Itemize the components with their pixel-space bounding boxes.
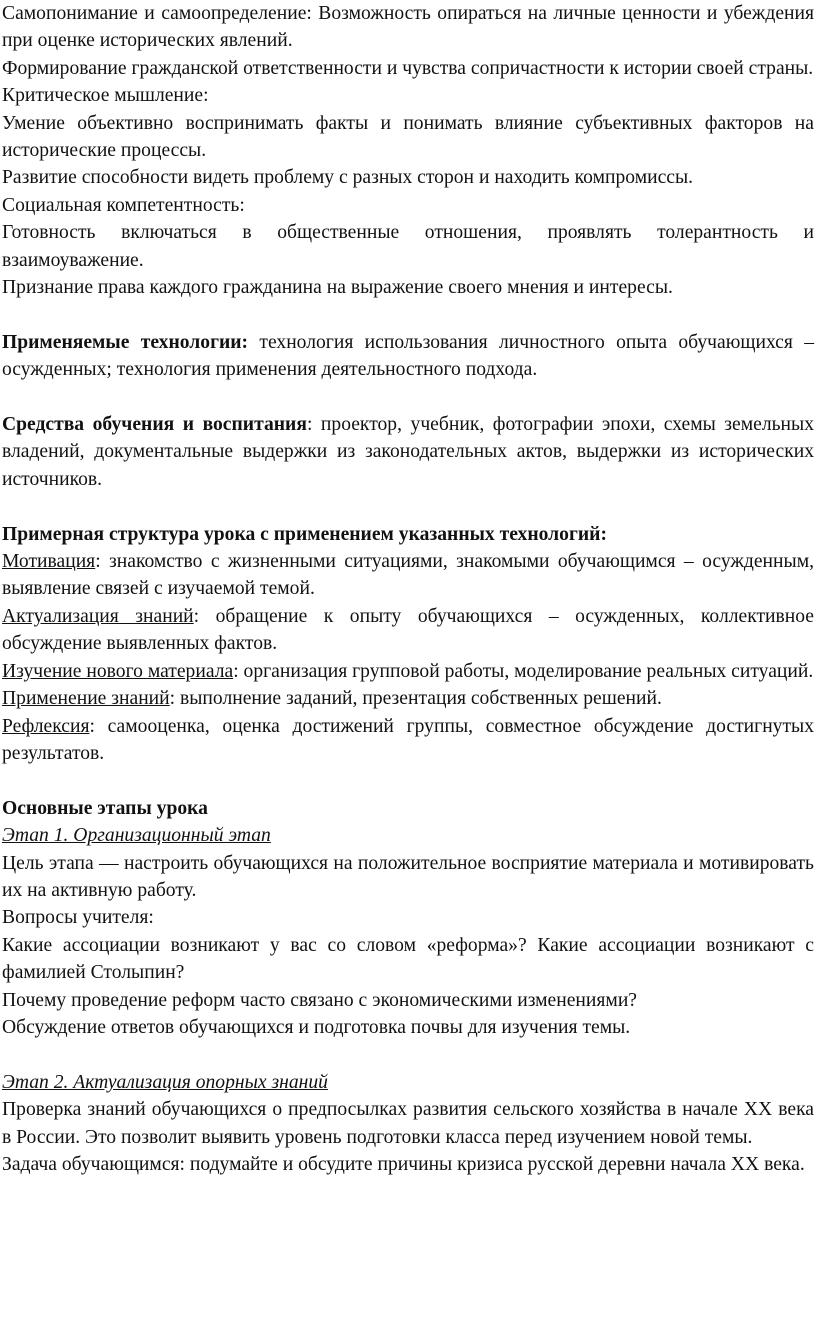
technologies-paragraph	[2, 329, 814, 384]
technologies-text: технология использования личностного опыта обучающихся – осужденных; технология применения деятельностного подхода.	[2, 331, 814, 381]
critical-paragraph-1: Умение объективно воспринимать факты и понимать влияние субъективных факторов на исторические процессы.	[2, 112, 814, 162]
means-label: Средства обучения и воспитания	[2, 414, 307, 436]
technologies-label: Применяемые технологии:	[2, 331, 249, 353]
stage-1-questions-label: Вопросы учителя:	[2, 907, 154, 929]
spacer	[2, 493, 814, 520]
social-paragraph-1: Готовность включаться в общественные отношения, проявлять толерантность и взаимоуважение.	[2, 222, 814, 271]
critical-heading: Критическое мышление:	[2, 85, 209, 107]
structure-item-text: : самооценка, оценка достижений группы, совместное обсуждение достигнутых результатов.	[2, 715, 814, 764]
stage-1-question-2: Почему проведение реформ часто связано с экономическими изменениями?	[2, 989, 637, 1011]
social-heading: Социальная компетентность:	[2, 194, 245, 216]
stage-2-title: Этап 2. Актуализация опорных знаний	[2, 1071, 328, 1093]
structure-item-text: : организация групповой работы, моделирование реальных ситуаций.	[233, 660, 814, 682]
structure-item	[2, 713, 814, 768]
structure-item-text: : выполнение заданий, презентация собственных решений.	[169, 688, 662, 710]
spacer	[2, 1041, 814, 1068]
structure-item-term: Изучение нового материала	[2, 660, 234, 682]
stage-1-goal: Цель этапа — настроить обучающихся на положительное восприятие материала и мотивировать их на активную работу.	[2, 852, 814, 901]
stage-1-question-1: Какие ассоциации возникают у вас со словом «реформа»? Какие ассоциации возникают с фамилией Столыпин?	[2, 934, 814, 984]
spacer	[2, 301, 814, 328]
spacer	[2, 767, 814, 794]
structure-item-term: Актуализация знаний	[2, 605, 194, 627]
stage-2-task: Задача обучающимся: подумайте и обсудите причины кризиса русской деревни начала XX века.	[2, 1153, 805, 1175]
stage-1-title: Этап 1. Организационный этап	[2, 825, 271, 847]
structure-item-term: Применение знаний	[2, 688, 170, 710]
stage-1-discussion: Обсуждение ответов обучающихся и подготовка почвы для изучения темы.	[2, 1016, 631, 1038]
spacer	[2, 384, 814, 411]
structure-item	[2, 548, 814, 603]
structure-item-term: Рефлексия	[2, 715, 90, 737]
means-paragraph	[2, 411, 814, 493]
stage-2-check: Проверка знаний обучающихся о предпосылках развития сельского хозяйства в начале XX века в России. Это позволит выявить уровень подготовки класса перед изучением новой темы.	[2, 1099, 814, 1148]
social-paragraph-2: Признание права каждого гражданина на выражение своего мнения и интересы.	[2, 277, 673, 299]
means-text: : проектор, учебник, фотографии эпохи, схемы земельных владений, документальные выдержки из законодательных актов, выдержки из исторических источников.	[2, 414, 815, 490]
structure-item	[2, 603, 814, 658]
structure-item-text: : обращение к опыту обучающихся – осужденных, коллективное обсуждение выявленных фактов.	[2, 605, 814, 655]
structure-item	[2, 685, 814, 712]
structure-item-term: Мотивация	[2, 551, 96, 573]
self-paragraph-1: Самопонимание и самоопределение: Возможность опираться на личные ценности и убеждения при оценке исторических явлений.	[2, 3, 814, 52]
structure-item-text: : знакомство с жизненными ситуациями, знакомыми обучающимся – осужденным, выявление связей с изучаемой темой.	[2, 551, 814, 600]
structure-item	[2, 658, 814, 685]
structure-heading: Примерная структура урока с применением указанных технологий:	[2, 523, 607, 545]
self-paragraph-2: Формирование гражданской ответственности и чувства сопричастности к истории своей страны.	[2, 57, 814, 79]
stages-heading: Основные этапы урока	[2, 797, 208, 819]
critical-paragraph-2: Развитие способности видеть проблему с разных сторон и находить компромиссы.	[2, 167, 694, 189]
